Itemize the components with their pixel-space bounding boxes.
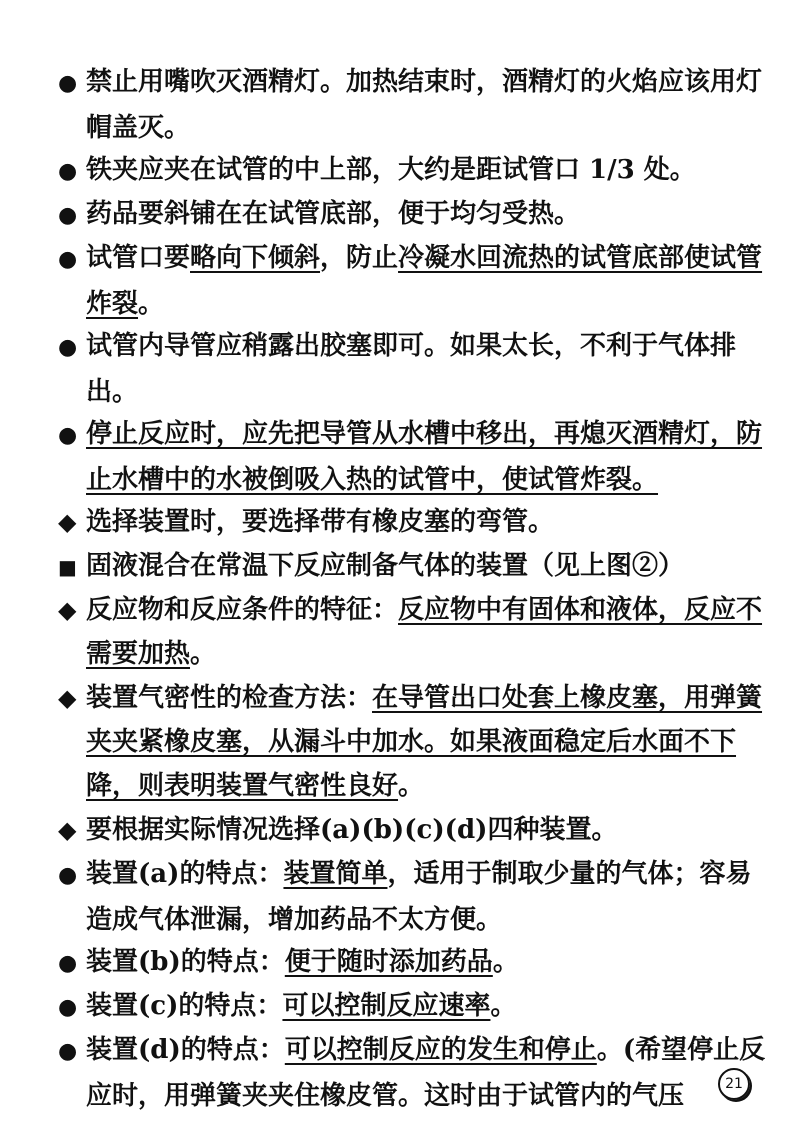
circle-bullet-icon: ● <box>58 71 78 96</box>
item-text: 反应物和反应条件的特征： <box>86 595 399 625</box>
underlined-text: 冷凝水回流热的试管底部使试管炸裂 <box>86 243 763 319</box>
list-item <box>58 500 776 544</box>
item-text: ，适用于制取少量的气体；容易造成气体泄漏，增加药品不太方便。 <box>86 859 752 935</box>
page-number: 21 <box>718 1068 750 1100</box>
square-bullet-icon: ■ <box>58 555 77 579</box>
item-text: 。 <box>492 947 519 977</box>
list-item <box>58 236 776 326</box>
item-text: 要根据实际情况选择(a)(b)(c)(d)四种装置。 <box>86 815 618 845</box>
underlined-text: 便于随时添加药品 <box>284 947 493 977</box>
underlined-text: 装置简单 <box>283 859 388 889</box>
item-text: 。(希望停止反应时，用弹簧夹夹住橡皮管。这时由于试管内的气压 <box>86 1035 766 1111</box>
circle-bullet-icon: ● <box>58 1039 78 1064</box>
list-item <box>58 984 776 1030</box>
circle-bullet-icon: ● <box>58 159 78 184</box>
item-text: 装置(d)的特点： <box>86 1035 285 1065</box>
diamond-bullet-icon: ◆ <box>58 684 77 712</box>
circle-bullet-icon: ● <box>58 203 78 228</box>
item-text: 试管内导管应稍露出胶塞即可。如果太长，不利于气体排出。 <box>86 331 737 407</box>
item-text: 。 <box>138 289 165 319</box>
diamond-bullet-icon: ◆ <box>58 596 77 624</box>
list-item <box>58 1028 776 1118</box>
circle-bullet-icon: ● <box>58 423 78 448</box>
list-item <box>58 940 776 986</box>
underlined-text: 略向下倾斜 <box>190 243 321 273</box>
list-item <box>58 192 776 238</box>
item-text: 。 <box>190 639 217 669</box>
item-text: 选择装置时，要选择带有橡皮塞的弯管。 <box>86 507 555 537</box>
underlined-text: 可以控制反应的发生和停止 <box>284 1035 597 1065</box>
list-item <box>58 588 776 676</box>
underlined-text: 可以控制反应速率 <box>282 991 491 1021</box>
circle-bullet-icon: ● <box>58 247 78 272</box>
item-text: 固液混合在常温下反应制备气体的装置（见上图②） <box>86 551 685 581</box>
item-text: 装置(a)的特点： <box>86 859 284 889</box>
underlined-text: 停止反应时，应先把导管从水槽中移出，再熄灭酒精灯，防止水槽中的水被倒吸入热的试管中，使试管炸裂。 <box>86 419 763 495</box>
list-item <box>58 324 776 414</box>
item-text: ，防止 <box>320 243 399 273</box>
circle-bullet-icon: ● <box>58 335 78 360</box>
item-text: 。 <box>398 771 425 801</box>
list-item <box>58 412 776 502</box>
diamond-bullet-icon: ◆ <box>58 508 77 536</box>
list-item <box>58 60 776 150</box>
circle-bullet-icon: ● <box>58 863 78 888</box>
item-text: 装置气密性的检查方法： <box>86 683 373 713</box>
diamond-bullet-icon: ◆ <box>58 816 77 844</box>
list-item <box>58 148 776 194</box>
underlined-text: 反应物中有固体和液体，反应不需要加热 <box>86 595 763 669</box>
item-text: 试管口要 <box>86 243 191 273</box>
item-text: 装置(b)的特点： <box>86 947 285 977</box>
item-text: 装置(c)的特点： <box>86 991 283 1021</box>
underlined-text: 在导管出口处套上橡皮塞，用弹簧夹夹紧橡皮塞，从漏斗中加水。如果液面稳定后水面不下降，则表明装置气密性良好 <box>86 683 763 801</box>
item-text: 禁止用嘴吹灭酒精灯。加热结束时，酒精灯的火焰应该用灯帽盖灭。 <box>86 67 763 143</box>
item-text: 药品要斜铺在在试管底部，便于均匀受热。 <box>86 199 581 229</box>
circle-bullet-icon: ● <box>58 951 78 976</box>
item-text: 。 <box>490 991 517 1021</box>
list-item <box>58 808 776 852</box>
list-item <box>58 676 776 808</box>
list-item <box>58 852 776 942</box>
circle-bullet-icon: ● <box>58 995 78 1020</box>
item-text: 铁夹应夹在试管的中上部，大约是距试管口 1/3 处。 <box>86 155 696 185</box>
list-item <box>58 544 776 589</box>
